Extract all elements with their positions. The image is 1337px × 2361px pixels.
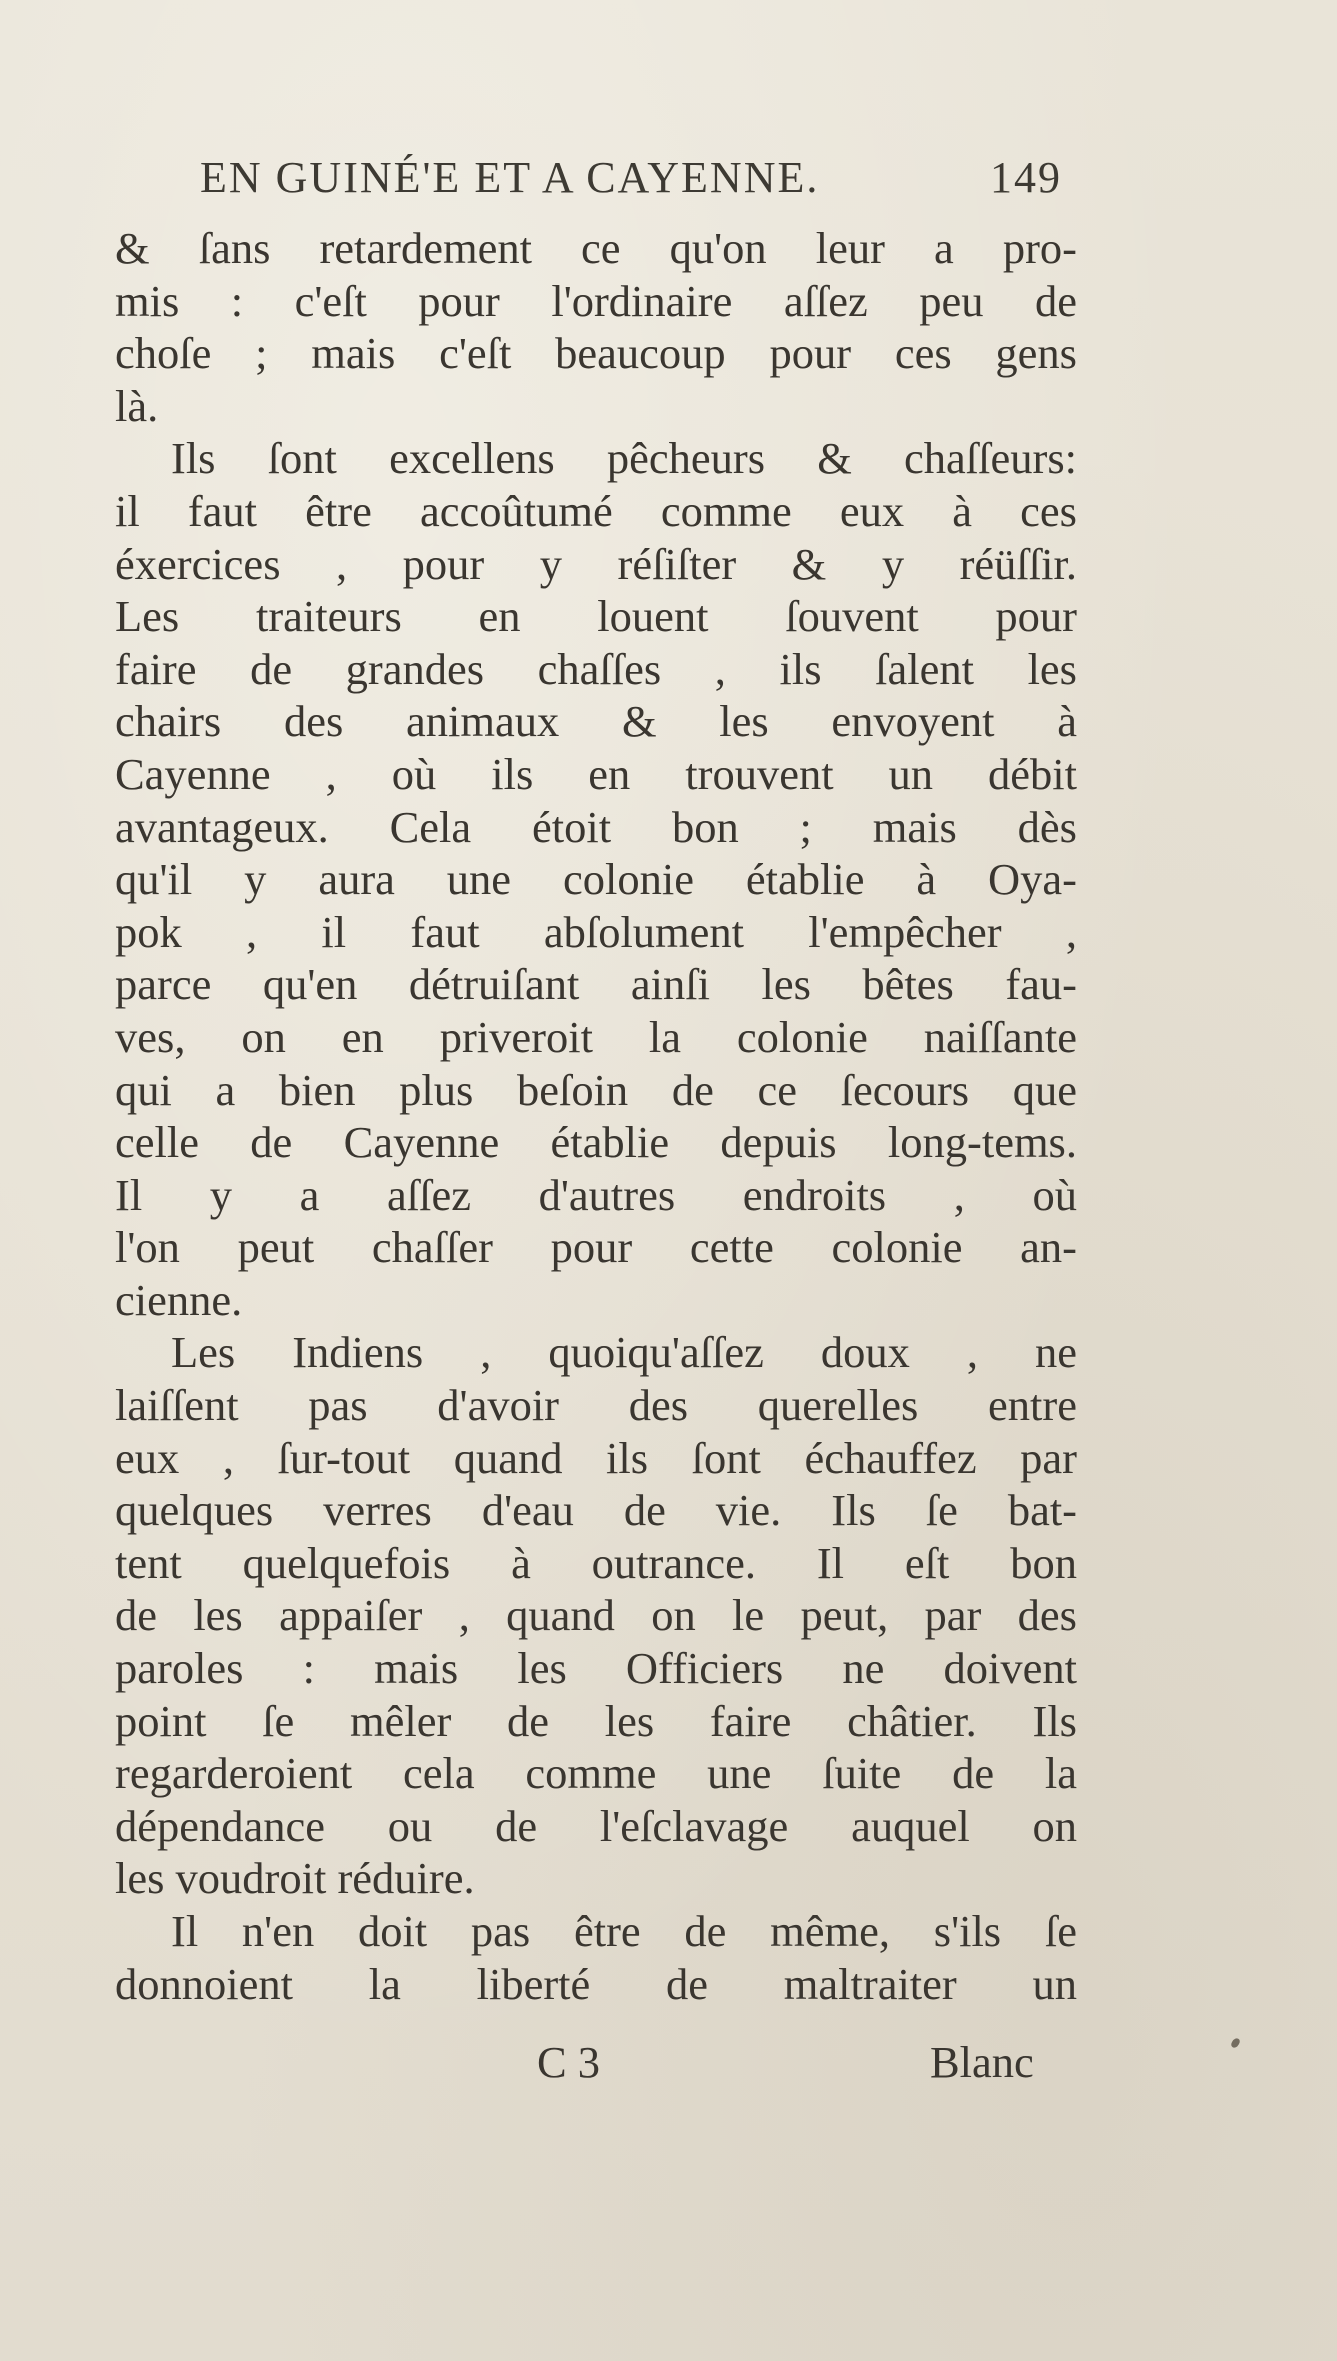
text-line: il faut être accoûtumé comme eux à ces [115,485,1077,536]
text-line: choſe ; mais c'eſt beaucoup pour ces gens [115,328,1077,379]
page-number: 149 [990,153,1062,202]
body-text [115,222,1077,2010]
text-line: pok , il faut abſolument l'empêcher , [115,906,1077,957]
text-line: chairs des animaux & les envoyent à [115,696,1077,747]
text-line: dépendance ou de l'eſclavage auquel on [115,1800,1077,1851]
text-line: laiſſent pas d'avoir des querelles entre [115,1380,1077,1431]
text-line: Cayenne , où ils en trouvent un débit [115,748,1077,799]
text-line: eux , ſur-tout quand ils ſont échauffez par [115,1432,1077,1483]
text-line: de les appaiſer , quand on le peut, par des [115,1590,1077,1641]
text-line: Il y a aſſez d'autres endroits , où [115,1169,1077,1220]
text-line: parce qu'en détruiſant ainſi les bêtes fau- [115,959,1077,1010]
text-line: & ſans retardement ce qu'on leur a pro- [115,223,1077,273]
running-head [200,152,1100,212]
text-line: donnoient la liberté de maltraiter un [115,1958,1077,2009]
text-line: quelques verres d'eau de vie. Ils ſe bat- [115,1485,1077,1536]
ink-speck [1230,2037,1241,2049]
text-line: l'on peut chaſſer pour cette colonie an- [115,1222,1077,1273]
text-line: qui a bien plus beſoin de ce ſecours que [115,1064,1077,1115]
text-line: là. [115,380,159,431]
text-line: les voudroit réduire. [115,1853,475,1904]
page-footer [115,2036,1077,2092]
text-line: ves, on en priveroit la colonie naiſſante [115,1011,1077,1062]
text-line: paroles : mais les Officiers ne doivent [115,1643,1077,1694]
text-line: mis : c'eſt pour l'ordinaire aſſez peu de [115,275,1077,326]
text-line: Les traiteurs en louent ſouvent pour [115,591,1077,642]
text-line: faire de grandes chaſſes , ils ſalent les [115,643,1077,694]
signature-mark: C 3 [537,2037,601,2087]
text-line: tent quelquefois à outrance. Il eſt bon [115,1537,1077,1588]
text-line: qu'il y aura une colonie établie à Oya- [115,854,1077,905]
catchword: Blanc [930,2037,1034,2087]
text-line: Ils ſont excellens pêcheurs & chaſſeurs: [171,433,1077,484]
text-line: avantageux. Cela étoit bon ; mais dès [115,801,1077,852]
text-line: point ſe mêler de les faire châtier. Ils [115,1695,1077,1746]
text-line: Les Indiens , quoiqu'aſſez doux , ne [171,1327,1077,1378]
text-line: celle de Cayenne établie depuis long-tems. [115,1117,1077,1168]
text-line: Il n'en doit pas être de même, s'ils ſe [171,1906,1077,1956]
text-line: cienne. [115,1274,243,1325]
text-line: regarderoient cela comme une ſuite de la [115,1748,1077,1799]
text-line: éxercices , pour y réſiſter & y réüſſir. [115,538,1077,589]
running-head-title: EN GUINÉ'E ET A CAYENNE. [200,153,820,202]
